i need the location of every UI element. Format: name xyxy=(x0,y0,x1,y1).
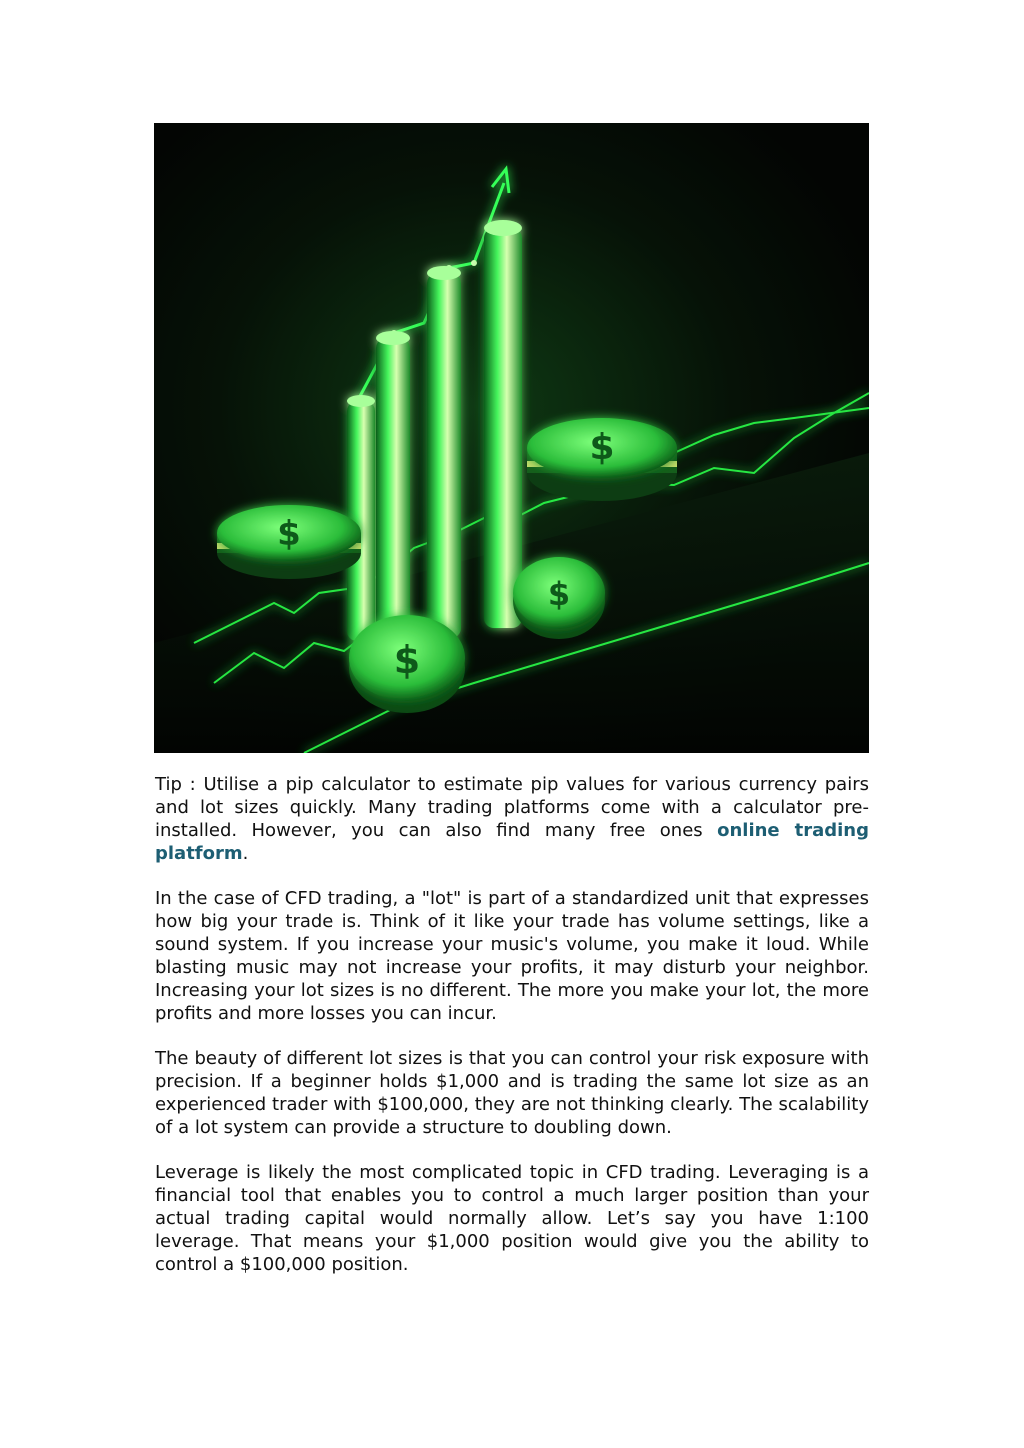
lot-paragraph: In the case of CFD trading, a "lot" is part of a standardized unit that expresses how big your trade is. Think of it like your trade has volume settings, like a sound system. If you increase your music's volume, you make it loud. While blasting music may not increase your profits, it may disturb your neighbor. Increasing your lot sizes is no different. The more you make your lot, the more profits and more losses you can incur. xyxy=(155,888,869,1024)
coin-stack-left xyxy=(217,505,361,579)
dollar-sign-icon: $ xyxy=(589,427,615,468)
trading-illustration-graphic xyxy=(154,123,869,753)
online-trading-platform-link[interactable]: online trading platform xyxy=(155,820,869,864)
coin-stack-right xyxy=(527,418,677,501)
tip-text: Tip : Utilise a pip calculator to estimate pip values for various currency pairs and lot sizes quickly. Many trading platforms come with a calculator pre-installed. However, you can also find many free ones xyxy=(155,774,869,841)
tip-paragraph xyxy=(155,773,869,865)
tip-end: . xyxy=(242,843,249,864)
article-body xyxy=(155,773,869,1298)
trading-illustration xyxy=(154,123,869,753)
dollar-sign-icon: $ xyxy=(277,514,301,554)
coin-single-mid xyxy=(513,557,605,639)
coin-single-bottom xyxy=(349,615,465,713)
dollar-sign-icon: $ xyxy=(393,638,421,682)
lot-sizes-paragraph: The beauty of different lot sizes is that you can control your risk exposure with precision. If a beginner holds $1,000 and is trading the same lot size as an experienced trader with $100,000, they are not thinking clearly. The scalability of a lot system can provide a structure to doubling down. xyxy=(155,1048,869,1138)
dollar-sign-icon: $ xyxy=(547,575,571,613)
leverage-paragraph: Leverage is likely the most complicated topic in CFD trading. Leveraging is a financial tool that enables you to control a much larger position than your actual trading capital would normally allow. Let’s say you have 1:100 leverage. That means your $1,000 position would give you the ability to control a $100,000 position. xyxy=(155,1162,869,1275)
